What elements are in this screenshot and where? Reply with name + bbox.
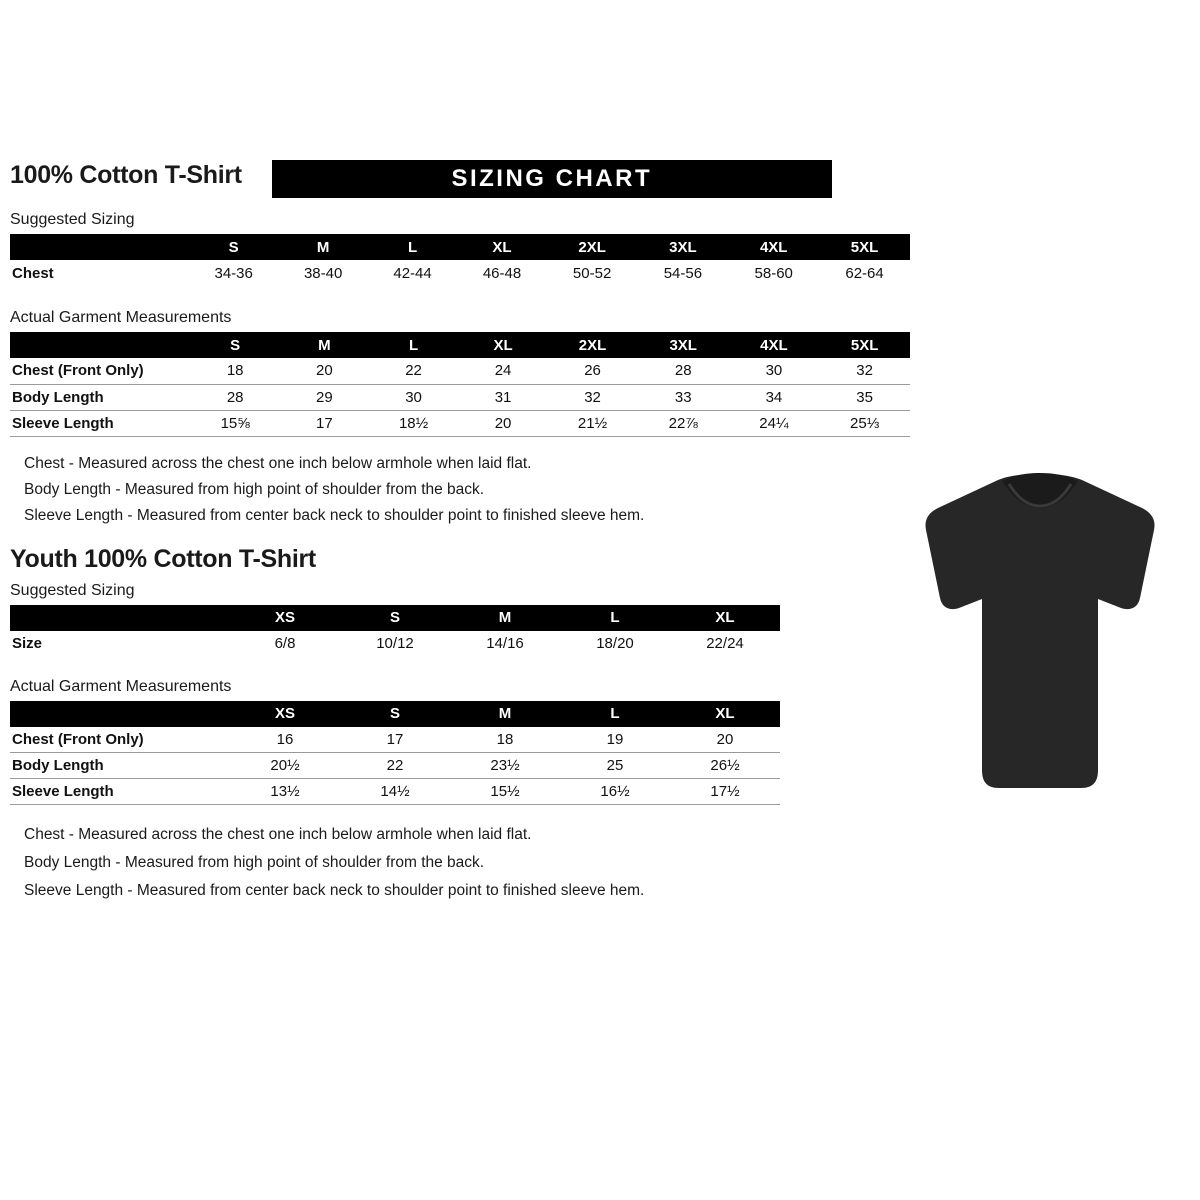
cell-chestfront-3xl: 28: [638, 358, 729, 384]
header-cell-m: M: [498, 609, 512, 626]
cell-chest-4xl: 58-60: [754, 264, 793, 282]
table-row: [10, 727, 780, 753]
header-cell-xl: XL: [715, 609, 735, 626]
header-cell-4xl: 4XL: [759, 238, 788, 256]
header-cell-2xl: 2XL: [578, 336, 607, 354]
cell-sleevelength-m: 15½: [450, 779, 560, 805]
cell-chestfront-2xl: 26: [547, 358, 638, 384]
table-row: [10, 358, 910, 384]
table-header-row: [10, 234, 910, 260]
header-cell-s: S: [228, 238, 239, 256]
header-cell-s: S: [230, 336, 241, 354]
header-cell-xs: XS: [274, 609, 295, 626]
youth-suggested-sizing-label: Suggested Sizing: [10, 581, 135, 599]
header-cell-s: S: [389, 705, 400, 722]
header-cell-blank: [10, 701, 230, 727]
cell-sleevelength-s: 14½: [340, 779, 450, 805]
cell-size-s: 10/12: [376, 635, 414, 652]
cell-bodylength-l: 30: [368, 384, 459, 410]
header-cell-l: L: [408, 336, 419, 354]
cell-bodylength-xl: 31: [459, 384, 547, 410]
header-cell-l: L: [610, 705, 620, 722]
sizing-chart-banner: SIZING CHART: [272, 160, 832, 198]
cell-bodylength-s: 22: [340, 753, 450, 779]
cell-chest-5xl: 62-64: [845, 264, 884, 282]
header-cell-5xl: 5XL: [850, 238, 879, 256]
adult-suggested-sizing-label: Suggested Sizing: [10, 211, 135, 228]
cell-sleevelength-l: 16½: [560, 779, 670, 805]
cell-sleevelength-3xl: 22⅞: [638, 410, 729, 436]
cell-bodylength-xl: 26½: [670, 753, 780, 779]
cell-chestfront-4xl: 30: [729, 358, 820, 384]
youth-suggested-sizing-table: [10, 605, 780, 657]
row-label-body-length: Body Length: [10, 753, 230, 779]
header-cell-blank: [10, 234, 189, 260]
cell-size-xs: 6/8: [274, 635, 296, 652]
youth-actual-measurements-table: [10, 701, 780, 806]
cell-bodylength-m: 23½: [450, 753, 560, 779]
adult-actual-measurements-label: Actual Garment Measurements: [10, 309, 232, 326]
table-header-row: [10, 701, 780, 727]
header-cell-3xl: 3XL: [669, 238, 697, 256]
cell-sleevelength-s: 15⅝: [190, 410, 281, 436]
cell-bodylength-s: 28: [190, 384, 281, 410]
cell-bodylength-xs: 20½: [230, 753, 340, 779]
row-label-size: Size: [12, 635, 43, 652]
cell-chestfront-xl: 24: [459, 358, 547, 384]
row-label-chest-front-only: Chest (Front Only): [10, 727, 230, 753]
header-cell-m: M: [498, 705, 512, 722]
cell-chest-m: 38-40: [303, 264, 343, 282]
row-label-chest-front-only: Chest (Front Only): [10, 358, 190, 384]
cell-chestfront-xs: 16: [230, 727, 340, 753]
adult-note-body-length: Body Length - Measured from high point of shoulder from the back.: [24, 480, 485, 498]
header-cell-xl: XL: [493, 336, 513, 354]
youth-note-sleeve-length: Sleeve Length - Measured from center back neck to shoulder point to finished sleeve hem.: [24, 882, 645, 899]
t-shirt-illustration: [890, 470, 1190, 810]
cell-sleevelength-5xl: 25⅓: [819, 410, 910, 436]
content-column: [10, 160, 910, 905]
header-cell-blank: [10, 605, 230, 631]
row-label-sleeve-length: Sleeve Length: [10, 779, 230, 805]
page-title: 100% Cotton T-Shirt: [10, 161, 242, 189]
cell-bodylength-3xl: 33: [638, 384, 729, 410]
header-cell-m: M: [316, 238, 330, 256]
row-label-body-length: Body Length: [10, 384, 190, 410]
table-header-row: [10, 605, 780, 631]
header-cell-xl: XL: [492, 238, 512, 256]
table-row: [10, 410, 910, 436]
header-cell-2xl: 2XL: [578, 238, 606, 256]
cell-sleevelength-xl: 17½: [670, 779, 780, 805]
adult-notes: [10, 451, 910, 529]
cell-chest-3xl: 54-56: [663, 264, 703, 282]
header-cell-5xl: 5XL: [850, 336, 879, 354]
cell-chest-l: 42-44: [393, 264, 432, 282]
adult-actual-measurements-table: [10, 332, 910, 437]
cell-chestfront-s: 18: [190, 358, 281, 384]
cell-chest-2xl: 50-52: [572, 264, 612, 282]
adult-suggested-sizing-table: [10, 234, 910, 286]
cell-bodylength-2xl: 32: [547, 384, 638, 410]
header-cell-xs: XS: [274, 705, 295, 722]
table-row: [10, 779, 780, 805]
cell-sleevelength-xl: 20: [459, 410, 547, 436]
cell-sleevelength-m: 17: [281, 410, 369, 436]
cell-chestfront-m: 18: [450, 727, 560, 753]
cell-sleevelength-4xl: 24¼: [729, 410, 820, 436]
black-t-shirt-icon: [890, 470, 1190, 810]
header-cell-xl: XL: [715, 705, 735, 722]
cell-size-xl: 22/24: [706, 635, 744, 652]
adult-note-sleeve-length: Sleeve Length - Measured from center back neck to shoulder point to finished sleeve hem.: [24, 506, 645, 524]
youth-title: Youth 100% Cotton T-Shirt: [10, 544, 316, 573]
table-header-row: [10, 332, 910, 358]
cell-chestfront-xl: 20: [670, 727, 780, 753]
cell-chestfront-m: 20: [281, 358, 369, 384]
header-cell-l: L: [407, 238, 418, 256]
cell-chestfront-s: 17: [340, 727, 450, 753]
cell-chestfront-l: 19: [560, 727, 670, 753]
table-row: [10, 753, 780, 779]
cell-chestfront-l: 22: [368, 358, 459, 384]
table-row: [10, 631, 780, 657]
header-cell-blank: [10, 332, 190, 358]
row-label-sleeve-length: Sleeve Length: [10, 410, 190, 436]
header-cell-s: S: [389, 609, 400, 626]
cell-bodylength-l: 25: [560, 753, 670, 779]
youth-note-body-length: Body Length - Measured from high point of shoulder from the back.: [24, 854, 485, 871]
cell-chestfront-5xl: 32: [819, 358, 910, 384]
header-cell-4xl: 4XL: [760, 336, 788, 354]
cell-chest-s: 34-36: [214, 264, 253, 282]
cell-chest-xl: 46-48: [482, 264, 522, 282]
cell-bodylength-5xl: 35: [819, 384, 910, 410]
table-row: [10, 384, 910, 410]
cell-sleevelength-xs: 13½: [230, 779, 340, 805]
cell-size-l: 18/20: [596, 635, 634, 652]
header-cell-m: M: [318, 336, 331, 354]
row-label-chest: Chest: [12, 264, 54, 282]
youth-note-chest: Chest - Measured across the chest one inch below armhole when laid flat.: [24, 826, 532, 843]
adult-title-row: [10, 160, 910, 204]
header-cell-3xl: 3XL: [669, 336, 697, 354]
table-row: [10, 260, 910, 286]
header-cell-l: L: [610, 609, 620, 626]
cell-bodylength-m: 29: [281, 384, 369, 410]
youth-actual-measurements-label: Actual Garment Measurements: [10, 677, 232, 695]
cell-bodylength-4xl: 34: [729, 384, 820, 410]
adult-note-chest: Chest - Measured across the chest one inch below armhole when laid flat.: [24, 454, 532, 472]
cell-sleevelength-2xl: 21½: [547, 410, 638, 436]
cell-sleevelength-l: 18½: [368, 410, 459, 436]
cell-size-m: 14/16: [486, 635, 524, 652]
youth-notes: [10, 821, 910, 905]
